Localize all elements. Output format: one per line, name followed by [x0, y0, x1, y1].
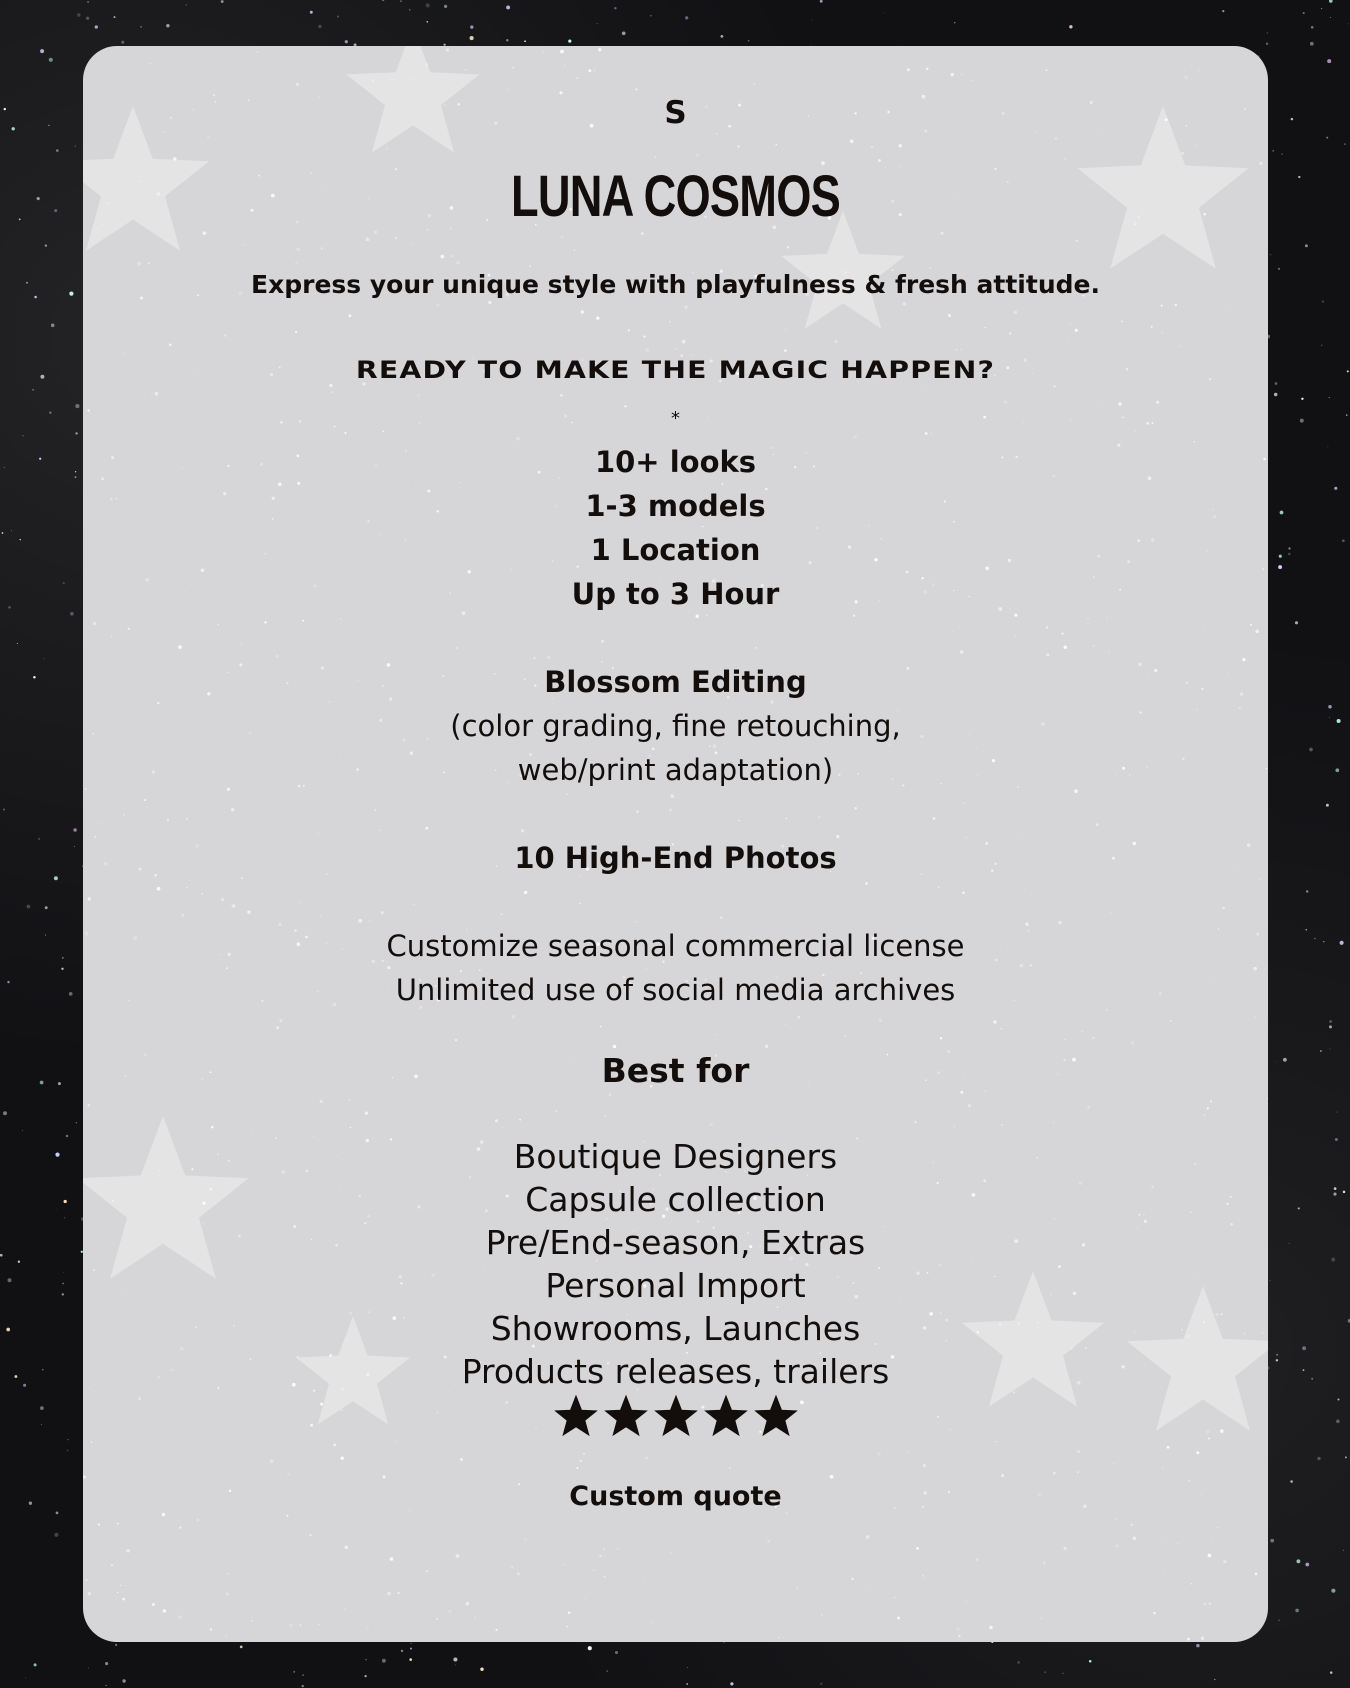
best-for-item: Personal Import: [545, 1266, 806, 1305]
editing-description: web/print adaptation): [517, 753, 834, 787]
star-icon: [554, 1394, 598, 1438]
star-rating: [83, 1394, 1268, 1438]
call-to-action-heading: READY TO MAKE THE MAGIC HAPPEN?: [355, 356, 996, 384]
license-line: Unlimited use of social media archives: [395, 973, 956, 1007]
best-for-item: Boutique Designers: [513, 1137, 838, 1176]
license-line: Customize seasonal commercial license: [386, 929, 965, 963]
feature-item: 1 Location: [590, 533, 761, 567]
best-for-item: Showrooms, Launches: [490, 1309, 861, 1348]
photos-count: 10 High-End Photos: [514, 841, 837, 875]
best-for-item: Pre/End-season, Extras: [485, 1223, 866, 1262]
tagline: Express your unique style with playfulness & fresh attitude.: [251, 270, 1100, 299]
star-icon: [754, 1394, 798, 1438]
feature-item: Up to 3 Hour: [571, 577, 780, 611]
best-for-title: Best for: [601, 1051, 750, 1090]
star-icon: [704, 1394, 748, 1438]
separator-asterisk: *: [671, 408, 680, 429]
editing-title: Blossom Editing: [544, 665, 807, 699]
monogram-logo: S: [664, 95, 687, 131]
price-label: Custom quote: [569, 1481, 782, 1512]
card-content: [83, 46, 1268, 1642]
pricing-card: [83, 46, 1268, 1642]
feature-item: 10+ looks: [594, 445, 757, 479]
best-for-item: Products releases, trailers: [461, 1352, 890, 1391]
best-for-item: Capsule collection: [525, 1180, 826, 1219]
brand-title: LUNA COSMOS: [510, 164, 841, 229]
editing-description: (color grading, fine retouching,: [450, 709, 901, 743]
star-icon: [604, 1394, 648, 1438]
star-icon: [654, 1394, 698, 1438]
feature-item: 1-3 models: [585, 489, 766, 523]
